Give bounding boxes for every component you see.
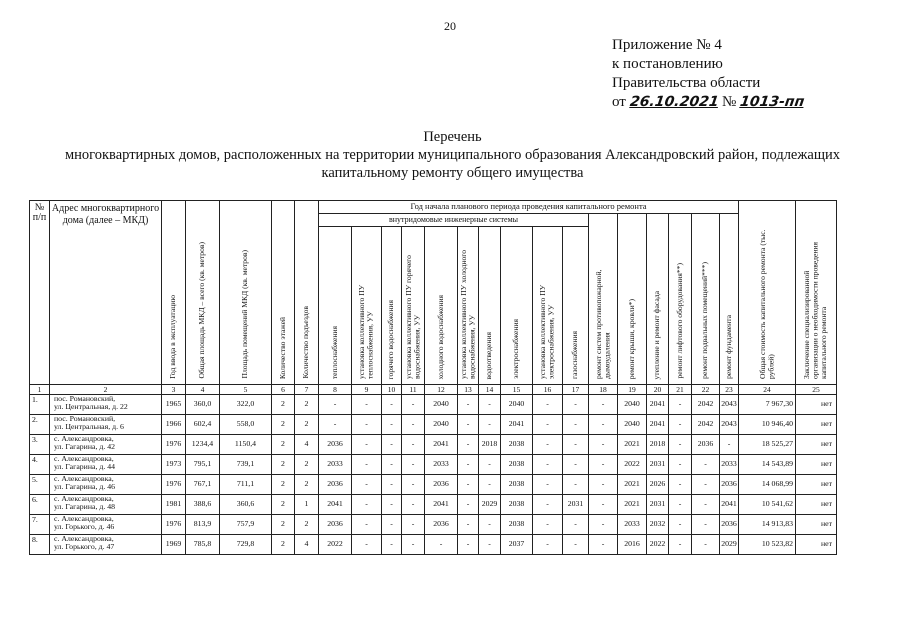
row-cell: -: [382, 514, 402, 534]
row-cell: -: [382, 414, 402, 434]
row-index: 8.: [30, 534, 50, 554]
row-cell: -: [533, 434, 563, 454]
row-cell: 2: [272, 514, 295, 534]
row-cell: -: [402, 514, 425, 534]
row-cell: 2022: [647, 534, 669, 554]
row-cell: -: [669, 534, 692, 554]
title-line: Перечень: [423, 129, 482, 145]
row-cell: -: [669, 474, 692, 494]
row-cost: 10 523,82: [739, 534, 796, 554]
row-index: 1.: [30, 394, 50, 414]
row-cell: 2036: [319, 434, 352, 454]
row-cell: 2036: [720, 474, 739, 494]
row-cell: -: [458, 534, 479, 554]
row-cell: -: [402, 454, 425, 474]
row-cell: 2043: [720, 394, 739, 414]
table-row: [30, 414, 837, 434]
row-cell: -: [402, 434, 425, 454]
row-cell: -: [563, 514, 589, 534]
row-cell: -: [479, 394, 501, 414]
row-cell: 2041: [647, 394, 669, 414]
title-line: капитальному ремонту общего имущества: [321, 165, 584, 181]
row-cell: 1981: [162, 494, 186, 514]
row-conclusion: нет: [796, 454, 837, 474]
address-locality: с. Александровка,: [54, 514, 114, 523]
row-cell: -: [589, 454, 618, 474]
row-cell: 2022: [319, 534, 352, 554]
row-cost: 14 068,99: [739, 474, 796, 494]
address-street: ул. Гагарина, д. 46: [54, 482, 116, 492]
row-cell: 2033: [720, 454, 739, 474]
row-cell: 2038: [501, 474, 533, 494]
row-cost: 18 525,27: [739, 434, 796, 454]
column-number: 10: [382, 384, 402, 394]
row-cell: 2026: [647, 474, 669, 494]
header-roof: ремонт крыши, кровли*): [618, 214, 647, 385]
row-cell: 2018: [479, 434, 501, 454]
row-cell: 1976: [162, 474, 186, 494]
column-number: 11: [402, 384, 425, 394]
row-cell: 2036: [425, 514, 458, 534]
row-cell: -: [669, 394, 692, 414]
row-cell: 1150,4: [220, 434, 272, 454]
row-cell: -: [352, 534, 382, 554]
row-cost: 10 946,40: [739, 414, 796, 434]
row-cell: 2041: [425, 494, 458, 514]
row-cell: 360,0: [186, 394, 220, 414]
header-conclusion: Заключение специализированной организации о необходимости проведения капитального ремонта: [796, 201, 837, 385]
row-cell: -: [352, 474, 382, 494]
row-cell: 795,1: [186, 454, 220, 474]
row-cell: 813,9: [186, 514, 220, 534]
row-cell: -: [402, 414, 425, 434]
column-number: 3: [162, 384, 186, 394]
row-cell: -: [589, 394, 618, 414]
appendix-num-sign: №: [721, 94, 737, 110]
row-cell: 2038: [501, 434, 533, 454]
row-address: [50, 394, 162, 414]
row-cell: -: [458, 474, 479, 494]
row-cell: -: [382, 494, 402, 514]
page-number: 20: [444, 19, 456, 33]
appendix-from: от: [612, 94, 626, 110]
appendix-line: Правительства области: [612, 75, 761, 91]
row-cost: 14 913,83: [739, 514, 796, 534]
column-number: 22: [692, 384, 720, 394]
row-cell: 1969: [162, 534, 186, 554]
row-cost: 10 541,62: [739, 494, 796, 514]
row-cell: 2040: [425, 414, 458, 434]
row-address: [50, 434, 162, 454]
row-cell: 2: [272, 434, 295, 454]
row-cell: -: [402, 474, 425, 494]
row-cell: 2: [272, 474, 295, 494]
row-cell: -: [692, 534, 720, 554]
row-cell: -: [382, 474, 402, 494]
column-number: 17: [563, 384, 589, 394]
appendix-line: Приложение № 4: [612, 37, 722, 53]
appendix-line: к постановлению: [612, 56, 723, 72]
header-basement: ремонт подвальных помещений***): [692, 214, 720, 385]
row-conclusion: нет: [796, 414, 837, 434]
row-index: 4.: [30, 454, 50, 474]
row-conclusion: нет: [796, 474, 837, 494]
address-street: ул. Центральная, д. 22: [54, 402, 128, 412]
row-cell: 4: [295, 534, 319, 554]
appendix-date-line: [612, 93, 804, 112]
table-row: [30, 494, 837, 514]
row-cell: 2040: [618, 414, 647, 434]
row-cell: -: [352, 494, 382, 514]
address-street: ул. Гагарина, д. 42: [54, 442, 116, 452]
column-number: 24: [739, 384, 796, 394]
header-entrances: Количество подъездов: [295, 201, 319, 385]
header-drainage: водоотведения: [479, 227, 501, 385]
header-num: № п/п: [30, 201, 50, 385]
row-index: 2.: [30, 414, 50, 434]
row-cell: 2042: [692, 394, 720, 414]
column-number: 14: [479, 384, 501, 394]
row-cell: 729,8: [220, 534, 272, 554]
row-cell: 388,6: [186, 494, 220, 514]
row-cell: 1976: [162, 514, 186, 534]
table-row: [30, 474, 837, 494]
row-cell: 2032: [647, 514, 669, 534]
address-locality: с. Александровка,: [54, 534, 114, 543]
row-cell: 1976: [162, 434, 186, 454]
appendix-date: 26.10.2021: [628, 94, 720, 110]
row-cell: -: [692, 494, 720, 514]
row-cell: -: [458, 394, 479, 414]
row-cell: -: [533, 414, 563, 434]
row-cell: 2041: [720, 494, 739, 514]
row-address: [50, 454, 162, 474]
row-cell: 4: [295, 434, 319, 454]
appendix-block: [612, 36, 804, 112]
row-cell: -: [692, 454, 720, 474]
row-cell: 2036: [425, 474, 458, 494]
row-cell: 1966: [162, 414, 186, 434]
row-cell: -: [533, 494, 563, 514]
table-row: [30, 434, 837, 454]
header-heating: теплоснабжения: [319, 227, 352, 385]
header-cost: Общая стоимость капитального ремонта (тыс. рублей): [739, 201, 796, 385]
row-cell: 2021: [618, 434, 647, 454]
column-number: 23: [720, 384, 739, 394]
row-cell: 2038: [501, 454, 533, 474]
row-cell: 360,6: [220, 494, 272, 514]
row-cell: -: [402, 534, 425, 554]
column-number: 15: [501, 384, 533, 394]
address-locality: с. Александровка,: [54, 494, 114, 503]
row-cell: 2: [272, 494, 295, 514]
row-cell: 1973: [162, 454, 186, 474]
row-conclusion: нет: [796, 434, 837, 454]
header-group-systems: внутридомовые инженерные системы: [319, 214, 589, 227]
row-cell: 2040: [618, 394, 647, 414]
row-cell: 2040: [425, 394, 458, 414]
row-cell: -: [720, 434, 739, 454]
row-cell: 2031: [647, 454, 669, 474]
row-cell: -: [382, 534, 402, 554]
column-number: 8: [319, 384, 352, 394]
row-cell: 2022: [618, 454, 647, 474]
row-cell: -: [563, 414, 589, 434]
row-cell: -: [382, 394, 402, 414]
title-line: многоквартирных домов, расположенных на территории муниципального образования Александровский район, подлежащих: [64, 147, 840, 163]
table-row: [30, 514, 837, 534]
header-foundation: ремонт фундамента: [720, 214, 739, 385]
row-cell: -: [479, 514, 501, 534]
row-cell: -: [479, 454, 501, 474]
row-cell: 2: [272, 394, 295, 414]
row-cell: 322,0: [220, 394, 272, 414]
row-cell: 2040: [501, 394, 533, 414]
row-cell: 1: [295, 494, 319, 514]
column-number: 5: [220, 384, 272, 394]
row-cell: -: [458, 514, 479, 534]
column-number: 25: [796, 384, 837, 394]
row-cell: 558,0: [220, 414, 272, 434]
row-cell: -: [533, 394, 563, 414]
row-cell: 2029: [720, 534, 739, 554]
row-cell: -: [319, 394, 352, 414]
header-floors: Количество этажей: [272, 201, 295, 385]
column-number: 2: [50, 384, 162, 394]
row-index: 3.: [30, 434, 50, 454]
column-number: 12: [425, 384, 458, 394]
row-cell: -: [692, 514, 720, 534]
row-cell: 2038: [501, 494, 533, 514]
row-cell: 2042: [692, 414, 720, 434]
address-locality: с. Александровка,: [54, 474, 114, 483]
row-cell: -: [589, 434, 618, 454]
row-cell: -: [425, 534, 458, 554]
row-cell: 739,1: [220, 454, 272, 474]
address-locality: пос. Романовский,: [54, 394, 116, 403]
header-address: Адрес многоквартирного дома (далее – МКД): [50, 201, 162, 385]
row-cell: -: [589, 494, 618, 514]
column-number: 19: [618, 384, 647, 394]
row-cell: 2043: [720, 414, 739, 434]
row-cell: -: [352, 514, 382, 534]
row-cell: 2041: [319, 494, 352, 514]
row-conclusion: нет: [796, 494, 837, 514]
address-street: ул. Горького, д. 46: [54, 522, 115, 532]
row-cell: 2: [272, 454, 295, 474]
row-cell: -: [458, 414, 479, 434]
header-area-total: Общая площадь МКД – всего (кв. метров): [186, 201, 220, 385]
row-cell: -: [669, 454, 692, 474]
row-address: [50, 534, 162, 554]
row-cell: 602,4: [186, 414, 220, 434]
row-cell: -: [563, 434, 589, 454]
row-cell: -: [563, 454, 589, 474]
row-cell: -: [563, 394, 589, 414]
row-cell: 2036: [692, 434, 720, 454]
row-cell: 757,9: [220, 514, 272, 534]
row-cell: 2041: [647, 414, 669, 434]
header-facade: утепление и ремонт фасада: [647, 214, 669, 385]
header-gas: газоснабжения: [563, 227, 589, 385]
table-row: [30, 534, 837, 554]
row-cell: 2033: [319, 454, 352, 474]
row-cell: -: [382, 454, 402, 474]
document-title: [0, 128, 905, 182]
column-number: 16: [533, 384, 563, 394]
column-number: 13: [458, 384, 479, 394]
row-cell: -: [533, 514, 563, 534]
row-cell: -: [669, 434, 692, 454]
address-street: ул. Центральная, д. 6: [54, 422, 124, 432]
row-cell: 2038: [501, 514, 533, 534]
row-cell: 2016: [618, 534, 647, 554]
row-cell: -: [352, 394, 382, 414]
address-locality: с. Александровка,: [54, 434, 114, 443]
row-cell: -: [479, 474, 501, 494]
row-cell: 2031: [563, 494, 589, 514]
row-address: [50, 514, 162, 534]
column-number: 18: [589, 384, 618, 394]
header-fire: ремонт систем противопожарной, дымоудаления: [589, 214, 618, 385]
column-number: 1: [30, 384, 50, 394]
address-street: ул. Гагарина, д. 48: [54, 502, 116, 512]
row-cost: 14 543,89: [739, 454, 796, 474]
row-cell: -: [533, 534, 563, 554]
row-index: 7.: [30, 514, 50, 534]
header-elevator: ремонт лифтового оборудования**): [669, 214, 692, 385]
row-cell: 2021: [618, 474, 647, 494]
row-cell: -: [669, 414, 692, 434]
row-cell: 2041: [501, 414, 533, 434]
row-cell: 1965: [162, 394, 186, 414]
buildings-table: [29, 200, 837, 555]
row-cell: -: [352, 414, 382, 434]
row-cost: 7 967,30: [739, 394, 796, 414]
row-conclusion: нет: [796, 514, 837, 534]
header-meter-cold: установка коллективного ПУ холодного водоснабжения, УУ: [458, 227, 479, 385]
row-index: 5.: [30, 474, 50, 494]
row-cell: 2: [295, 454, 319, 474]
row-cell: 2036: [319, 474, 352, 494]
column-number-row: [30, 384, 837, 394]
row-cell: -: [402, 394, 425, 414]
row-cell: -: [533, 454, 563, 474]
row-cell: 2036: [319, 514, 352, 534]
row-conclusion: нет: [796, 394, 837, 414]
row-cell: 785,8: [186, 534, 220, 554]
row-cell: -: [319, 414, 352, 434]
row-cell: -: [533, 474, 563, 494]
row-cell: -: [382, 434, 402, 454]
row-cell: -: [669, 514, 692, 534]
row-cell: -: [589, 534, 618, 554]
row-cell: -: [692, 474, 720, 494]
row-cell: 2029: [479, 494, 501, 514]
row-cell: 2018: [647, 434, 669, 454]
row-cell: 1234,4: [186, 434, 220, 454]
row-cell: 2: [272, 534, 295, 554]
row-cell: -: [458, 454, 479, 474]
row-cell: -: [479, 534, 501, 554]
row-cell: 2: [295, 394, 319, 414]
address-street: ул. Горького, д. 47: [54, 542, 115, 552]
header-meter-heat: установка коллективного ПУ теплоснабжения, УУ: [352, 227, 382, 385]
row-cell: -: [352, 434, 382, 454]
address-street: ул. Гагарина, д. 44: [54, 462, 116, 472]
row-cell: -: [589, 474, 618, 494]
row-conclusion: нет: [796, 534, 837, 554]
row-cell: -: [479, 414, 501, 434]
column-number: 7: [295, 384, 319, 394]
row-cell: 2031: [647, 494, 669, 514]
row-cell: -: [458, 434, 479, 454]
header-meter-hot: установка коллективного ПУ горячего водоснабжения, УУ: [402, 227, 425, 385]
row-cell: 2037: [501, 534, 533, 554]
header-group-year: Год начала планового периода проведения капитального ремонта: [319, 201, 739, 214]
table-row: [30, 394, 837, 414]
row-cell: -: [669, 494, 692, 514]
row-cell: 2021: [618, 494, 647, 514]
row-cell: -: [589, 414, 618, 434]
row-cell: -: [563, 534, 589, 554]
address-locality: с. Александровка,: [54, 454, 114, 463]
column-number: 6: [272, 384, 295, 394]
column-number: 9: [352, 384, 382, 394]
header-meter-elec: установка коллективного ПУ электроснабжения, УУ: [533, 227, 563, 385]
header-year: Год ввода в эксплуатацию: [162, 201, 186, 385]
header-cold-water: холодного водоснабжения: [425, 227, 458, 385]
row-cell: 2: [295, 414, 319, 434]
row-cell: -: [458, 494, 479, 514]
row-cell: 2033: [618, 514, 647, 534]
column-number: 21: [669, 384, 692, 394]
row-cell: 2: [272, 414, 295, 434]
row-cell: 2: [295, 474, 319, 494]
header-hot-water: горячего водоснабжения: [382, 227, 402, 385]
row-cell: 711,1: [220, 474, 272, 494]
row-cell: 2041: [425, 434, 458, 454]
row-address: [50, 474, 162, 494]
address-locality: пос. Романовский,: [54, 414, 116, 423]
appendix-number: 1013-пп: [738, 94, 806, 110]
row-cell: 2033: [425, 454, 458, 474]
row-address: [50, 414, 162, 434]
row-cell: -: [589, 514, 618, 534]
table-row: [30, 454, 837, 474]
row-cell: -: [402, 494, 425, 514]
row-cell: 2: [295, 514, 319, 534]
row-cell: 767,1: [186, 474, 220, 494]
row-cell: 2036: [720, 514, 739, 534]
row-cell: -: [563, 474, 589, 494]
row-index: 6.: [30, 494, 50, 514]
column-number: 20: [647, 384, 669, 394]
header-area-premises: Площадь помещений МКД (кв. метров): [220, 201, 272, 385]
row-address: [50, 494, 162, 514]
row-cell: -: [352, 454, 382, 474]
header-electric: электроснабжения: [501, 227, 533, 385]
column-number: 4: [186, 384, 220, 394]
